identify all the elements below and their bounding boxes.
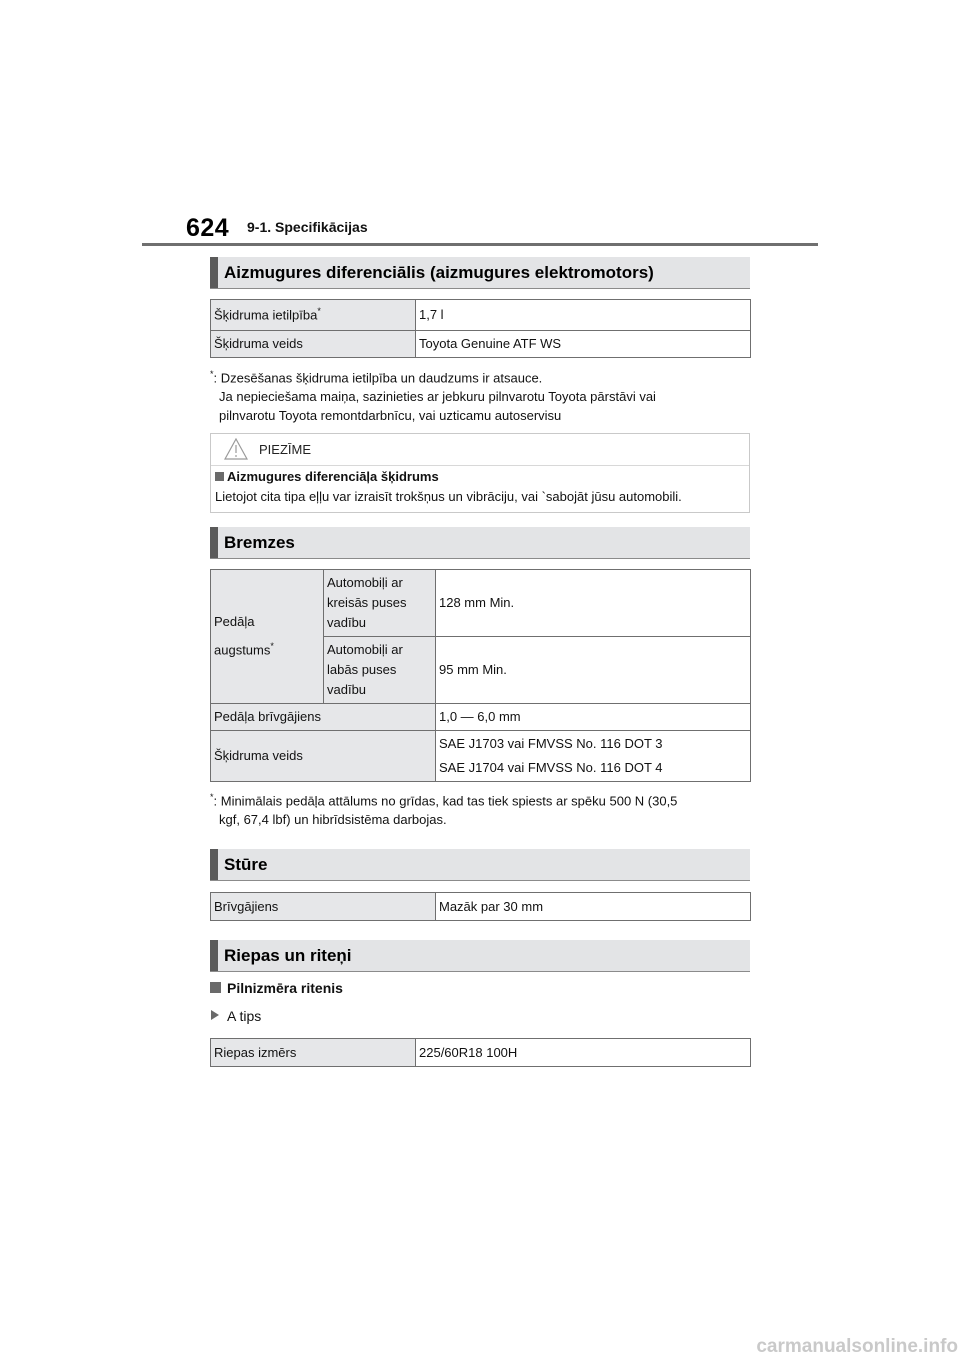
rear-differential-footnote [210, 365, 750, 425]
table-row [211, 731, 751, 782]
footnote-text: : Dzesēšanas šķidruma ietilpība un daudzums ir atsauce. [213, 370, 543, 386]
type-a-text: A tips [227, 1008, 262, 1024]
footnote-text: kgf, 67,4 lbf) un hibrīdsistēma darbojas. [219, 812, 447, 828]
pedal-height-label-cell [211, 570, 324, 704]
table-value-cell [416, 300, 751, 331]
rhd-label: vadību [327, 682, 367, 697]
warning-triangle-icon [224, 438, 248, 460]
header-rule [142, 243, 818, 246]
rhd-value: 95 mm Min. [436, 637, 751, 704]
brake-fluid-type-value: SAE J1703 vai FMVSS No. 116 DOT 3 [439, 736, 663, 751]
page-number: 624 [186, 214, 230, 242]
section-heading-rear-differential [210, 257, 750, 289]
rhd-label: Automobiļi ar [327, 642, 403, 657]
steering-table [210, 892, 751, 921]
section-heading-bar [210, 257, 218, 288]
note-box [210, 433, 750, 513]
pedal-free-play-label: Pedāļa brīvgājiens [211, 704, 436, 731]
full-size-wheel-heading-text: Pilnizmēra ritenis [227, 980, 343, 996]
brakes-footnote [210, 788, 750, 829]
tire-size-value: 225/60R18 100H [416, 1039, 751, 1067]
section-heading-steering [210, 849, 750, 881]
rhd-label-cell [324, 637, 436, 704]
rhd-label: labās puses [327, 662, 397, 677]
steering-free-play-label: Brīvgājiens [211, 893, 436, 921]
footnote-marker: * [270, 641, 274, 652]
fluid-type-value: Toyota Genuine ATF WS [416, 331, 751, 358]
pedal-height-label: Pedāļa [214, 614, 255, 630]
note-subtitle: Aizmugures diferenciāļa šķidrums [227, 469, 439, 484]
pedal-free-play-value: 1,0 — 6,0 mm [436, 704, 751, 731]
note-title: PIEZĪME [259, 442, 312, 457]
section-heading-text: Aizmugures diferenciālis (aizmugures elektromotors) [224, 263, 654, 282]
footnote-text: pilnvarotu Toyota remontdarbnīcu, vai uzticamu autoservisu [219, 408, 562, 424]
footnote-text: : Minimālais pedāļa attālums no grīdas, kad tas tiek spiests ar spēku 500 N (30,5 [213, 793, 678, 809]
table-row [211, 300, 751, 331]
footnote-marker: * [317, 306, 321, 316]
table-row [211, 893, 751, 921]
section-heading-text: Riepas un riteņi [224, 946, 352, 965]
fluid-type-label: Šķidruma veids [211, 331, 416, 358]
type-a-heading [211, 1008, 261, 1024]
section-heading-bar [210, 849, 218, 880]
pedal-height-label: augstums [214, 642, 271, 658]
full-size-wheel-heading [210, 980, 343, 996]
fluid-capacity-label: Šķidruma ietilpība [214, 307, 318, 323]
note-header [211, 434, 749, 466]
steering-free-play-value: Mazāk par 30 mm [436, 893, 751, 921]
table-label-cell [211, 300, 416, 331]
table-row [211, 570, 751, 637]
section-heading-text: Bremzes [224, 533, 295, 552]
lhd-label: kreisās puses [327, 595, 407, 610]
section-heading-text: Stūre [224, 855, 268, 874]
footnote-marker: * [210, 369, 214, 379]
section-heading-bar [210, 527, 218, 558]
note-body: Lietojot cita tipa eļļu var izraisīt trokšņus un vibrāciju, vai `sabojāt jūsu automobili. [215, 489, 682, 504]
table-row [211, 331, 751, 358]
tires-table [210, 1038, 751, 1067]
tire-size-label: Riepas izmērs [211, 1039, 416, 1067]
svg-text:carmanualsonline.info: carmanualsonline.info [756, 1336, 958, 1357]
watermark-logo [728, 1334, 960, 1358]
lhd-label-cell [324, 570, 436, 637]
triangle-bullet-icon [211, 1010, 219, 1020]
brake-fluid-type-value-cell [436, 731, 751, 782]
footnote-text: Ja nepieciešama maiņa, sazinieties ar jebkuru pilnvarotu Toyota pārstāvi vai [219, 389, 656, 405]
brake-fluid-type-label: Šķidruma veids [211, 731, 436, 782]
section-heading-bar [210, 940, 218, 971]
brake-fluid-type-value: SAE J1704 vai FMVSS No. 116 DOT 4 [439, 760, 663, 775]
square-bullet-icon [215, 472, 224, 481]
square-bullet-icon [210, 982, 221, 993]
brakes-table [210, 569, 751, 782]
fluid-capacity-value: 1,7 l [419, 307, 444, 322]
rear-differential-table [210, 299, 751, 358]
lhd-value: 128 mm Min. [436, 570, 751, 637]
section-heading-tires [210, 940, 750, 972]
footnote-marker: * [210, 792, 214, 802]
section-heading-brakes [210, 527, 750, 559]
chapter-title: 9-1. Specifikācijas [247, 219, 368, 235]
table-row [211, 704, 751, 731]
note-subtitle-row [215, 469, 439, 484]
lhd-label: vadību [327, 615, 367, 630]
table-row [211, 1039, 751, 1067]
lhd-label: Automobiļi ar [327, 575, 403, 590]
